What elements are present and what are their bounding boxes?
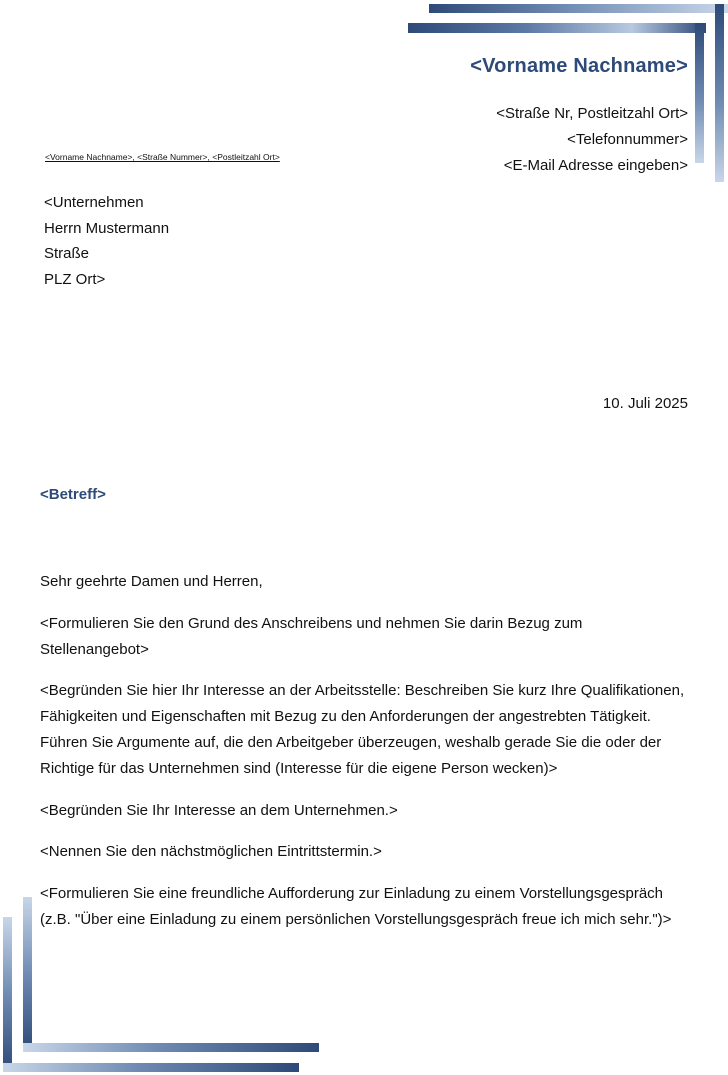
letter-date: 10. Juli 2025 [602, 395, 688, 412]
bottom-decor-bar-vertical-outer [3, 917, 12, 1072]
body-paragraph: <Formulieren Sie eine freundliche Aufforderung zur Einladung zu einem Vorstellungsgespräch (z.B. "Über eine Einladung zu einem persönlichen Vorstellungsgespräch freue ich mich sehr.")> [40, 885, 672, 928]
letter-body [40, 569, 685, 949]
salutation: Sehr geehrte Damen und Herren, [40, 573, 263, 590]
sender-contact-block [496, 101, 688, 179]
sender-address: <Straße Nr, Postleitzahl Ort> [496, 105, 688, 122]
top-decor-bar-horizontal-outer [429, 4, 728, 13]
letter-subject: <Betreff> [40, 486, 106, 503]
sender-phone: <Telefonnummer> [567, 131, 688, 148]
sender-name: <Vorname Nachname> [470, 55, 688, 77]
recipient-contact: Herrn Mustermann [44, 219, 170, 237]
bottom-decor-bar-vertical-inner [23, 897, 32, 1052]
body-paragraph: <Begründen Sie hier Ihr Interesse an der Arbeitsstelle: Beschreiben Sie kurz Ihre Qualifikationen, Fähigkeiten und Eigenschaften mit Bezug zu den Anforderungen der angestrebten Tätigkeit. Führen Sie Argumente auf, die den Arbeitgeber überzeugen, weshalb gerade Sie die oder der Richtige für das Unternehmen sind (Interesse für die eigene Person wecken)> [40, 682, 685, 777]
recipient-city: PLZ Ort> [44, 270, 106, 288]
top-decor-bar-vertical-outer [715, 4, 724, 182]
recipient-street: Straße [44, 245, 90, 262]
recipient-company: <Unternehmen [44, 194, 144, 211]
body-paragraph: <Begründen Sie Ihr Interesse an dem Unternehmen.> [40, 801, 398, 819]
recipient-address-block [44, 190, 169, 292]
bottom-decor-bar-horizontal-inner [23, 1043, 319, 1052]
top-decor-bar-horizontal-inner [408, 23, 706, 33]
bottom-decor-bar-horizontal-outer [3, 1063, 299, 1072]
sender-email: <E-Mail Adresse eingeben> [503, 157, 688, 174]
return-address-line: <Vorname Nachname>, <Straße Nummer>, <Postleitzahl Ort> [45, 152, 280, 162]
top-decor-bar-vertical-inner [695, 23, 704, 163]
body-paragraph: <Formulieren Sie den Grund des Anschreibens und nehmen Sie darin Bezug zum Stellenangebot> [40, 614, 583, 658]
body-paragraph: <Nennen Sie den nächstmöglichen Eintrittstermin.> [40, 843, 382, 861]
